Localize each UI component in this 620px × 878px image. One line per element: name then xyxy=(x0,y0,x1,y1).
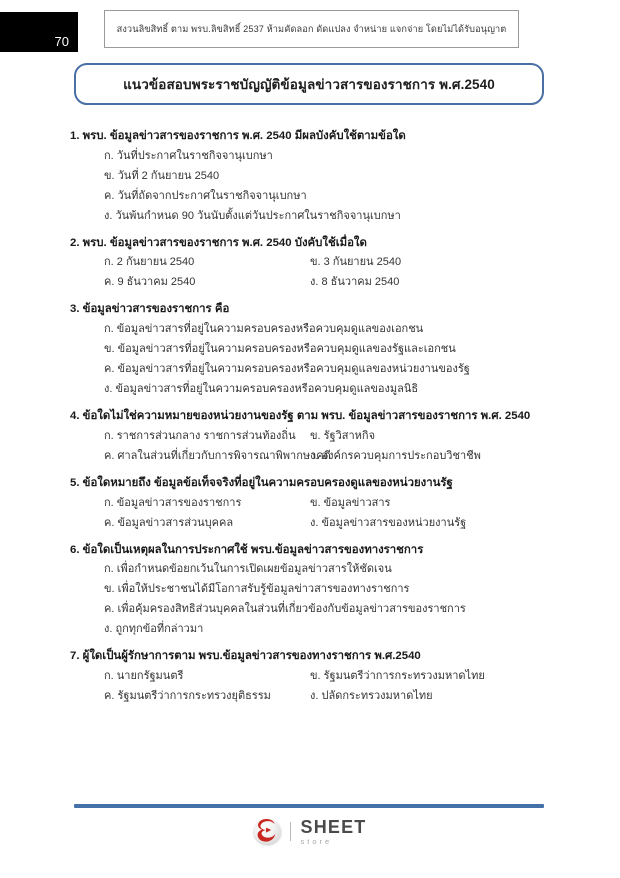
choice-option[interactable]: ก. 2 กันยายน 2540 xyxy=(104,256,195,269)
choice-row xyxy=(104,446,620,466)
question-block xyxy=(0,648,620,706)
question-block xyxy=(0,235,620,293)
choice-option[interactable]: ก. เพื่อกำหนดข้อยกเว้นในการเปิดเผยข้อมูลข่าวสารให้ชัดเจน xyxy=(104,563,392,576)
page-number-box xyxy=(0,12,78,52)
choice-grid xyxy=(0,493,620,533)
choice-option[interactable]: ข. เพื่อให้ประชาชนได้มีโอกาสรับรู้ข้อมูลข่าวสารของทางราชการ xyxy=(104,583,410,596)
choice-grid xyxy=(0,252,620,292)
page-title: แนวข้อสอบพระราชบัญญัติข้อมูลข่าวสารของราชการ พ.ศ.2540 xyxy=(123,77,495,92)
copyright-notice-box xyxy=(104,10,519,48)
logo-brand-name: SHEET xyxy=(300,817,367,837)
question-block xyxy=(0,301,620,399)
question-stem: 7. ผู้ใดเป็นผู้รักษาการตาม พรบ.ข้อมูลข่าวสารของทางราชการ พ.ศ.2540 xyxy=(70,650,421,663)
choice-option[interactable]: ง. ข้อมูลข่าวสารของหน่วยงานรัฐ xyxy=(310,516,467,529)
choice-row xyxy=(104,493,620,513)
choice-row xyxy=(104,272,620,292)
choice-row xyxy=(104,513,620,533)
choice-option[interactable]: ก. ราชการส่วนกลาง ราชการส่วนท้องถิ่น xyxy=(104,429,296,442)
choice-stack xyxy=(0,319,620,399)
question-stem: 1. พรบ. ข้อมูลข่าวสารของราชการ พ.ศ. 2540 มีผลบังคับใช้ตามข้อใด xyxy=(70,130,406,142)
choice-option[interactable]: ค. วันที่ถัดจากประกาศในราชกิจจานุเบกษา xyxy=(104,189,307,202)
choice-option[interactable]: ข. ข้อมูลข่าวสารที่อยู่ในความครอบครองหรือควบคุมดูแลของรัฐและเอกชน xyxy=(104,343,456,356)
choice-option[interactable]: ข. วันที่ 2 กันยายน 2540 xyxy=(104,169,220,182)
footer-divider-rule xyxy=(74,804,544,808)
choice-option[interactable]: ค. ข้อมูลข่าวสารที่อยู่ในความครอบครองหรือควบคุมดูแลของหน่วยงานของรัฐ xyxy=(104,363,470,376)
choice-stack xyxy=(0,559,620,639)
choice-option[interactable]: ค. ศาลในส่วนที่เกี่ยวกับการพิจารณาพิพากษาคดี xyxy=(104,449,331,462)
page-header xyxy=(0,0,620,56)
choice-row xyxy=(104,426,620,446)
sheet-s-logo-icon xyxy=(253,818,283,845)
question-block xyxy=(0,475,620,533)
choice-option[interactable]: ค. ข้อมูลข่าวสารส่วนบุคคล xyxy=(104,516,234,529)
copyright-notice-text: สงวนลิขสิทธิ์ ตาม พรบ.ลิขสิทธิ์ 2537 ห้ามคัดลอก ดัดแปลง จำหน่าย แจกจ่าย โดยไม่ได้รับอนุญาต xyxy=(116,23,507,34)
question-stem: 3. ข้อมูลข่าวสารของราชการ คือ xyxy=(70,303,230,316)
choice-option[interactable]: ค. รัฐมนตรีว่าการกระทรวงยุติธรรม xyxy=(104,690,271,702)
choice-row xyxy=(104,666,620,686)
choice-option[interactable]: ง. ปลัดกระทรวงมหาดไทย xyxy=(310,690,433,702)
exam-title-banner xyxy=(74,63,544,105)
question-stem: 6. ข้อใดเป็นเหตุผลในการประกาศใช้ พรบ.ข้อมูลข่าวสารของทางราชการ xyxy=(70,543,424,556)
question-block xyxy=(0,408,620,466)
logo-s-glyph xyxy=(253,818,283,845)
choice-stack xyxy=(0,146,620,226)
choice-option[interactable]: ง. ข้อมูลข่าวสารที่อยู่ในความครอบครองหรือควบคุมดูแลของมูลนิธิ xyxy=(104,383,419,396)
question-stem: 2. พรบ. ข้อมูลข่าวสารของราชการ พ.ศ. 2540 บังคับใช้เมื่อใด xyxy=(70,236,367,249)
choice-option[interactable]: ง. วันพ้นกำหนด 90 วันนับตั้งแต่วันประกาศในราชกิจจานุเบกษา xyxy=(104,209,401,222)
choice-option[interactable]: ค. เพื่อคุ้มครองสิทธิส่วนบุคคลในส่วนที่เกี่ยวข้องกับข้อมูลข่าวสารของราชการ xyxy=(104,603,466,616)
question-block xyxy=(0,542,620,640)
choice-option[interactable]: ข. 3 กันยายน 2540 xyxy=(310,256,402,269)
choice-option[interactable]: ง. ถูกทุกข้อที่กล่าวมา xyxy=(104,623,204,636)
logo-brand-sub: store xyxy=(300,837,333,846)
page-number: 70 xyxy=(54,34,69,49)
choice-option[interactable]: ข. ข้อมูลข่าวสาร xyxy=(310,496,391,509)
choice-grid xyxy=(0,426,620,466)
choice-row xyxy=(104,252,620,272)
question-list xyxy=(0,128,620,715)
choice-option[interactable]: ง. องค์กรควบคุมการประกอบวิชาชีพ xyxy=(310,449,481,462)
sheet-store-logo xyxy=(0,818,620,846)
question-block xyxy=(0,128,620,226)
choice-option[interactable]: ข. รัฐวิสาหกิจ xyxy=(310,429,376,442)
choice-option[interactable]: ก. วันที่ประกาศในราชกิจจานุเบกษา xyxy=(104,149,273,162)
choice-row xyxy=(104,686,620,706)
choice-option[interactable]: ก. ข้อมูลข่าวสารที่อยู่ในความครอบครองหรือควบคุมดูแลของเอกชน xyxy=(104,323,424,336)
question-stem: 4. ข้อใดไม่ใช่ความหมายของหน่วยงานของรัฐ ตาม พรบ. ข้อมูลข่าวสารของราชการ พ.ศ. 2540 xyxy=(70,410,531,423)
choice-option[interactable]: ข. รัฐมนตรีว่าการกระทรวงมหาดไทย xyxy=(310,669,485,682)
question-stem: 5. ข้อใดหมายถึง ข้อมูลข้อเท็จจริงที่อยู่ในความครอบครองดูแลของหน่วยงานรัฐ xyxy=(70,476,453,489)
logo-wordmark xyxy=(300,818,366,846)
logo-divider xyxy=(290,822,291,841)
choice-option[interactable]: ง. 8 ธันวาคม 2540 xyxy=(310,276,400,289)
choice-option[interactable]: ก. ข้อมูลข่าวสารของราชการ xyxy=(104,496,242,509)
choice-option[interactable]: ค. 9 ธันวาคม 2540 xyxy=(104,276,196,289)
choice-option[interactable]: ก. นายกรัฐมนตรี xyxy=(104,669,184,682)
page-footer xyxy=(0,790,620,878)
choice-grid xyxy=(0,666,620,706)
